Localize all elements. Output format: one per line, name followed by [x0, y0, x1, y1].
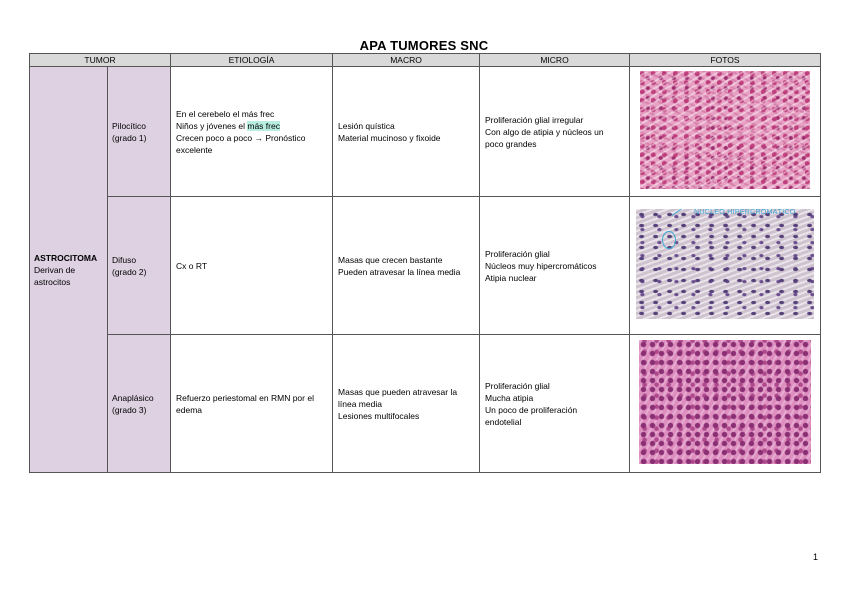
micro-line: Proliferación glial [485, 248, 550, 259]
macro-line: Lesiones multifocales [338, 410, 420, 421]
etiologia-line: En el cerebelo el más frec [176, 108, 275, 119]
etiologia-cell [171, 197, 333, 335]
micro-line: Proliferación glial irregular [485, 114, 584, 125]
tumor-grade: (grado 2) [112, 266, 147, 277]
highlight-mark: más frec [247, 120, 280, 131]
header-etiologia: ETIOLOGÍA [171, 54, 333, 67]
micro-line: poco grandes [485, 138, 537, 149]
histology-image-anaplasico [639, 340, 811, 464]
macro-line: Material mucinoso y fixoide [338, 132, 441, 143]
etiologia-line: Refuerzo periestomal en RMN por el [176, 392, 314, 403]
macro-line: Masas que pueden atravesar la [338, 386, 458, 397]
header-row [30, 54, 821, 67]
tumor-cell [108, 67, 171, 197]
etiologia-cell [171, 335, 333, 473]
tumor-name: Difuso [112, 254, 137, 265]
macro-cell [333, 67, 480, 197]
etiologia-line: Niños y jóvenes el más frec [176, 120, 280, 131]
macro-line: Pueden atravesar la línea media [338, 266, 461, 277]
micro-line: Proliferación glial [485, 380, 550, 391]
macro-cell [333, 197, 480, 335]
foto-cell [630, 67, 821, 197]
group-name: ASTROCITOMA [34, 252, 98, 263]
table-row [30, 335, 821, 473]
tumor-name: Anaplásico [112, 392, 154, 403]
group-sub-line: Derivan de [34, 264, 76, 275]
micro-line: Núcleos muy hipercromáticos [485, 260, 597, 271]
foto-cell [630, 335, 821, 473]
header-macro: MACRO [333, 54, 480, 67]
macro-line: línea media [338, 398, 382, 409]
table-row [30, 67, 821, 197]
document-title: APA TUMORES SNC [359, 38, 489, 53]
micro-cell [480, 67, 630, 197]
micro-cell [480, 197, 630, 335]
micro-line: Mucha atipia [485, 392, 534, 403]
micro-line: Con algo de atipia y núcleos un [485, 126, 604, 137]
etiologia-line: edema [176, 404, 203, 415]
tumor-grade: (grado 3) [112, 404, 147, 415]
annotation-arrow [672, 209, 692, 216]
tumor-table [29, 53, 821, 473]
group-cell [30, 67, 108, 473]
etiologia-line: Crecen poco a poco → Pronóstico [176, 132, 306, 143]
header-tumor: TUMOR [30, 54, 171, 67]
header-micro: MICRO [480, 54, 630, 67]
etiologia-line: Cx o RT [176, 260, 208, 271]
tumor-grade: (grado 1) [112, 132, 147, 143]
foto-cell [630, 197, 821, 335]
table-row [30, 197, 821, 335]
histology-image-difuso [636, 209, 814, 319]
photo-annotation: NÚCLEO HIPERCROMÁTICO [694, 209, 796, 216]
tumor-cell [108, 197, 171, 335]
macro-line: Masas que crecen bastante [338, 254, 443, 265]
micro-line: endotelial [485, 416, 522, 427]
histology-image-pilocitico [640, 71, 810, 189]
etiologia-cell [171, 67, 333, 197]
tumor-cell [108, 335, 171, 473]
macro-cell [333, 335, 480, 473]
annotation-circle [662, 231, 676, 249]
header-fotos: FOTOS [630, 54, 821, 67]
page-number: 1 [812, 552, 818, 562]
micro-cell [480, 335, 630, 473]
micro-line: Atipia nuclear [485, 272, 537, 283]
tumor-name: Pilocítico [112, 120, 147, 131]
etiologia-line: excelente [176, 144, 213, 155]
macro-line: Lesión quística [338, 120, 395, 131]
group-sub-line: astrocitos [34, 276, 71, 287]
micro-line: Un poco de proliferación [485, 404, 578, 415]
